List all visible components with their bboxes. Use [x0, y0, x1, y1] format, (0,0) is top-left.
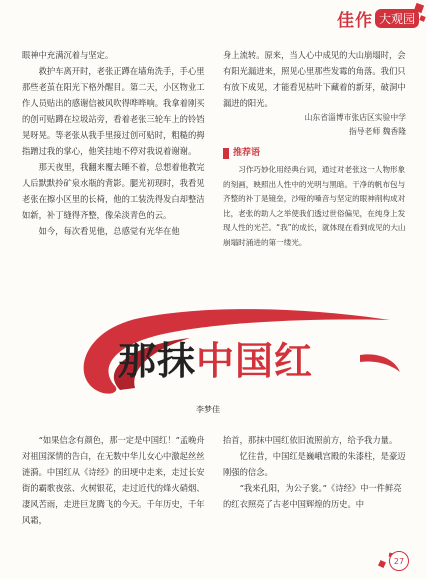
title-part-a: 那抹 [118, 339, 197, 383]
paragraph: 救护车离开时，老张正蹲在墙角洗手，手心里那些老茧在阳光下格外醒目。第二天，小区物业工作人员贴出的感谢信被风吹得哗哗响。我拿着刚买的创可贴蹲在垃圾站旁，看着老张三轮车上的铃铛晃呀晃。等老张从我手里接过创可贴时，粗糙的拇指蹭过我的掌心，他笑挂地不停对我说着谢谢。 [22, 66, 205, 156]
brand-tag: 大观园 [375, 9, 419, 28]
paragraph: 身上流转。原来，当人心中成见的大山崩塌时，会有阳光漏进来，照见心里那些发霉的角落。我们只有放下成见，才能看见枯叶下藏着的新芽，破洞中漏进的阳光。 [223, 50, 406, 108]
deco-cube [419, 15, 425, 21]
article-title [118, 330, 313, 385]
column-left-bottom [22, 432, 209, 528]
recommend-title: 推荐语 [233, 148, 261, 158]
recommend-header [223, 145, 406, 161]
paragraph: 忆往昔，中国红是巍峨宫殿的朱漆柱，是豪迈刚强的信念。 [223, 451, 406, 477]
recommend-bar-icon [223, 148, 229, 159]
header-brand [337, 6, 419, 31]
paragraph: 那天夜里，我翻来覆去睡不着，总想着他教完人后默默拎矿泉水瓶的背影。腿光初现时，我看见老张在擦小区里的长椅，他的工装洗得发白却整洁如新，补丁缝得齐整，像朵淡青色的云。 [22, 162, 205, 220]
title-part-b: 中国红 [196, 339, 314, 383]
teacher-name: 指导老师 魏香隆 [348, 127, 406, 136]
paragraph: 眼神中充满沉着与坚定。 [22, 50, 114, 60]
deco-cube [378, 560, 386, 568]
column-right-bottom [223, 432, 406, 512]
author-name: 李梦佳 [196, 405, 220, 414]
paragraph: “如果信念有颜色，那一定是中国红！”孟晚舟对祖国深情的告白，在无数中华儿女心中激起丝丝涟漪。中国红从《诗经》的田埂中走来，走过长安街的霸歌夜弦、火树银花，走过近代的烽火硝烟、凄风苦雨，走进巨龙腾飞的今天。千年历史，千年风霜， [22, 435, 205, 525]
column-right-top [223, 47, 406, 250]
school-name: 山东省淄博市张店区实验中学 [304, 113, 406, 122]
paragraph: “我来孔阳，为公子裳。”《诗经》中一件鲜亮的红衣照亮了古老中国辉煌的历史。中 [223, 483, 402, 509]
paragraph: 抬首，那抹中国红依旧流照前方，给予我力量。 [223, 435, 398, 445]
page-number: 27 [389, 551, 409, 571]
paragraph: 如今，每次看见他，总感觉有光华在他 [38, 226, 180, 236]
column-left-top [22, 47, 209, 239]
recommend-text: 习作巧妙化用经典台词，通过对老张这一人物形象的刻画，映照出人性中的光明与黑暗。干净的帆布包与齐整的补丁是镜垒，沙哑的嗓音与坚定的眼神削构成对比，老张的助人之举使我们透过世俗偏见，在纯身上发现人性的光芒。“我”的成长，就体现在看到成见的大山崩塌时涌进的第一缕光。 [223, 165, 406, 247]
brand-main: 佳作 [336, 11, 373, 31]
